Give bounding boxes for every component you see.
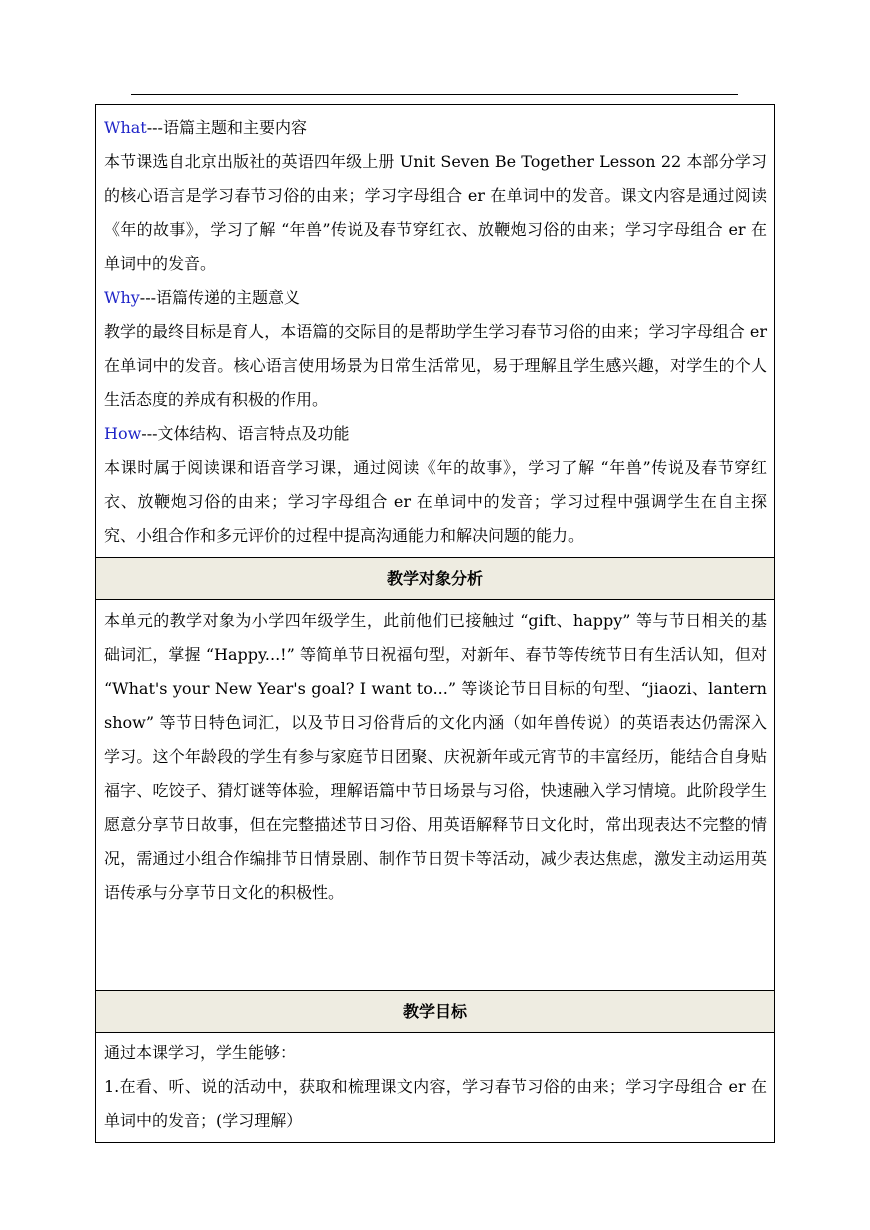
how-keyword: How bbox=[104, 424, 142, 443]
why-keyword: Why bbox=[104, 288, 140, 307]
lesson-plan-table bbox=[95, 104, 775, 1143]
why-paragraph: 教学的最终目标是育人，本语篇的交际目的是帮助学生学习春节习俗的由来；学习字母组合 er 在单词中的发音。核心语言使用场景为日常生活常见，易于理解且学生感兴趣，对学生的个人生活态度的养成有积极的作用。 bbox=[104, 322, 767, 409]
what-heading bbox=[104, 111, 767, 145]
objectives-section-header: 教学目标 bbox=[96, 990, 774, 1032]
what-keyword: What bbox=[104, 118, 147, 137]
what-title: ---语篇主题和主要内容 bbox=[146, 118, 307, 137]
text-analysis-cell bbox=[96, 105, 774, 557]
students-section-header: 教学对象分析 bbox=[96, 557, 774, 599]
objectives-intro: 通过本课学习，学生能够： bbox=[104, 1043, 297, 1062]
students-paragraph: 本单元的教学对象为小学四年级学生，此前他们已接触过 “gift、happy” 等与节日相关的基础词汇，掌握 “Happy...!” 等简单节日祝福句型，对新年、春节等传统节日有生活认知，但对 “What's your New Year's goal? I want to...” 等谈论节日目标的句型、“jiaozi、lantern show” 等节日特色词汇，以及节日习俗背后的文化内涵（如年兽传说）的英语表达仍需深入学习。这个年龄段的学生有参与家庭节日团聚、庆祝新年或元宵节的丰富经历，能结合自身贴福字、吃饺子、猜灯谜等体验，理解语篇中节日场景与习俗，快速融入学习情境。此阶段学生愿意分享节日故事，但在完整描述节日习俗、用英语解释节日文化时，常出现表达不完整的情况，需通过小组合作编排节日情景剧、制作节日贺卡等活动，减少表达焦虑，激发主动运用英语传承与分享节日文化的积极性。 bbox=[104, 611, 767, 902]
how-title: ---文体结构、语言特点及功能 bbox=[141, 424, 350, 443]
objective-item-1: 1.在看、听、说的活动中，获取和梳理课文内容，学习春节习俗的由来；学习字母组合 er 在单词中的发音；(学习理解） bbox=[104, 1077, 767, 1130]
why-title: ---语篇传递的主题意义 bbox=[139, 288, 301, 307]
header-rule bbox=[131, 94, 738, 95]
students-cell bbox=[96, 599, 774, 990]
how-heading bbox=[104, 417, 767, 451]
objectives-cell bbox=[96, 1032, 774, 1142]
what-paragraph: 本节课选自北京出版社的英语四年级上册 Unit Seven Be Together Lesson 22 本部分学习的核心语言是学习春节习俗的由来；学习字母组合 er 在单词中的发音。课文内容是通过阅读《年的故事》，学习了解 “年兽”传说及春节穿红衣、放鞭炮习俗的由来；学习字母组合 er 在单词中的发音。 bbox=[104, 152, 767, 273]
why-heading bbox=[104, 281, 767, 315]
how-paragraph: 本课时属于阅读课和语音学习课，通过阅读《年的故事》，学习了解 “年兽”传说及春节穿红衣、放鞭炮习俗的由来；学习字母组合 er 在单词中的发音；学习过程中强调学生在自主探究、小组合作和多元评价的过程中提高沟通能力和解决问题的能力。 bbox=[104, 458, 767, 545]
